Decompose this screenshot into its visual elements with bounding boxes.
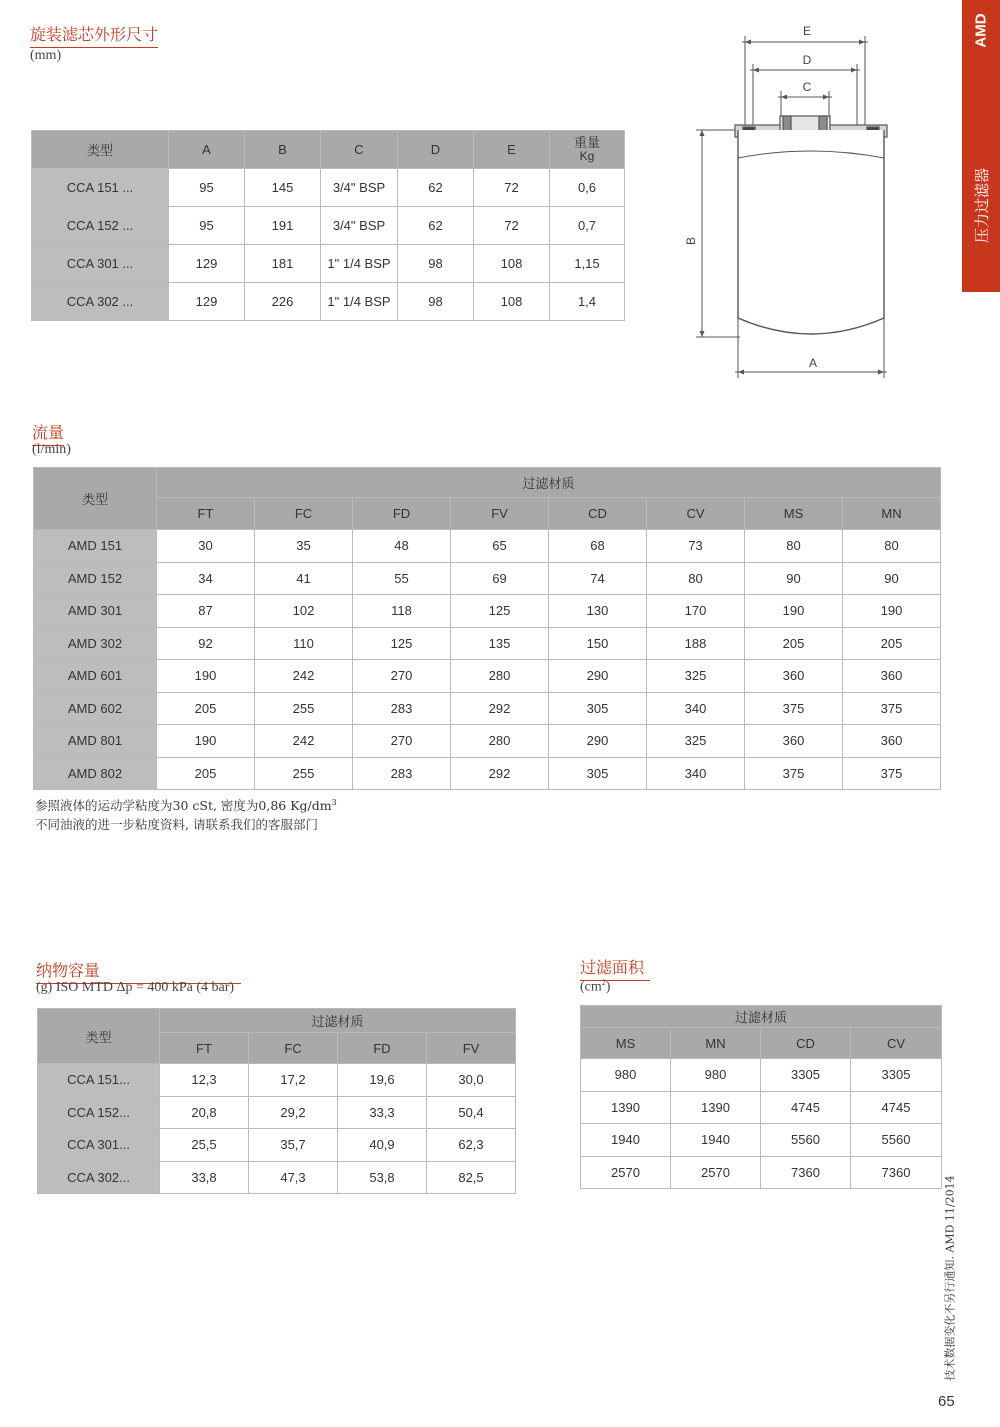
table-cell: 3305 <box>761 1059 851 1092</box>
table-cell: 33,3 <box>338 1096 427 1129</box>
table-cell: 270 <box>353 660 451 693</box>
table-cell: 305 <box>549 692 647 725</box>
table-cell: 125 <box>353 627 451 660</box>
table-cell: 92 <box>157 627 255 660</box>
flow-header-material: 过滤材质 <box>157 468 941 498</box>
table-cell: 53,8 <box>338 1161 427 1194</box>
table-cell: 47,3 <box>249 1161 338 1194</box>
column-header: FV <box>427 1033 516 1064</box>
table-cell: 30,0 <box>427 1064 516 1097</box>
dimensions-unit: (mm) <box>30 48 62 63</box>
table-cell: 5560 <box>851 1124 942 1157</box>
column-header: FC <box>249 1033 338 1064</box>
table-cell: 25,5 <box>160 1129 249 1162</box>
table-cell: 290 <box>549 660 647 693</box>
table-cell: 145 <box>245 169 321 207</box>
row-label: AMD 601 <box>34 660 157 693</box>
row-label: AMD 602 <box>34 692 157 725</box>
column-header: FT <box>157 498 255 530</box>
row-label: CCA 152... <box>38 1096 160 1129</box>
flow-note <box>35 793 337 834</box>
table-cell: 20,8 <box>160 1096 249 1129</box>
table-cell: 0,6 <box>550 169 625 207</box>
table-cell: 62,3 <box>427 1129 516 1162</box>
table-cell: 72 <box>474 169 550 207</box>
column-header: MN <box>843 498 941 530</box>
row-label: AMD 802 <box>34 757 157 790</box>
table-cell: 1940 <box>581 1124 671 1157</box>
table-cell: 17,2 <box>249 1064 338 1097</box>
table-row <box>38 1064 516 1097</box>
table-row <box>581 1124 942 1157</box>
table-cell: 98 <box>398 283 474 321</box>
table-row <box>32 169 625 207</box>
area-group-header-row <box>581 1006 942 1028</box>
table-row <box>34 530 941 563</box>
table-cell: 191 <box>245 207 321 245</box>
row-label: CCA 302 ... <box>32 283 169 321</box>
table-cell: 255 <box>255 757 353 790</box>
dimensions-header-b: B <box>245 131 321 169</box>
row-label: CCA 301... <box>38 1129 160 1162</box>
column-header: MN <box>671 1028 761 1059</box>
table-cell: 130 <box>549 595 647 628</box>
table-cell: 68 <box>549 530 647 563</box>
table-cell: 129 <box>169 245 245 283</box>
flow-group-header-row <box>34 468 941 498</box>
table-row <box>34 562 941 595</box>
table-cell: 95 <box>169 169 245 207</box>
dimensions-header-a: A <box>169 131 245 169</box>
page-number: 65 <box>938 1393 955 1410</box>
table-cell: 1390 <box>581 1091 671 1124</box>
capacity-table-body <box>38 1064 516 1194</box>
table-cell: 360 <box>745 725 843 758</box>
table-cell: 65 <box>451 530 549 563</box>
table-cell: 0,7 <box>550 207 625 245</box>
capacity-unit: (g) ISO MTD Δp = 400 kPa (4 bar) <box>36 980 235 995</box>
area-header-row <box>581 1028 942 1059</box>
table-cell: 205 <box>157 692 255 725</box>
table-cell: 90 <box>745 562 843 595</box>
table-cell: 226 <box>245 283 321 321</box>
table-row <box>581 1091 942 1124</box>
table-cell: 290 <box>549 725 647 758</box>
column-header: FD <box>338 1033 427 1064</box>
svg-text:B: B <box>684 236 698 246</box>
area-unit: $(cm^2)$ <box>580 978 611 995</box>
table-cell: 1,15 <box>550 245 625 283</box>
table-cell: 242 <box>255 725 353 758</box>
row-label: CCA 151 ... <box>32 169 169 207</box>
table-cell: 360 <box>843 725 941 758</box>
area-title: 过滤面积 <box>580 955 650 981</box>
dimensions-header-type: 类型 <box>32 131 169 169</box>
table-cell: 1" 1/4 BSP <box>321 283 398 321</box>
table-cell: 283 <box>353 692 451 725</box>
table-cell: 325 <box>647 725 745 758</box>
table-cell: 190 <box>745 595 843 628</box>
column-header: FC <box>255 498 353 530</box>
table-row <box>32 283 625 321</box>
table-cell: 135 <box>451 627 549 660</box>
flow-note-line-2: 不同油液的进一步粘度资料, 请联系我们的客服部门 <box>35 817 318 833</box>
table-cell: 325 <box>647 660 745 693</box>
svg-text:E: E <box>802 24 812 38</box>
table-row <box>32 245 625 283</box>
column-header: MS <box>581 1028 671 1059</box>
table-cell: 35 <box>255 530 353 563</box>
column-header: FV <box>451 498 549 530</box>
table-cell: 98 <box>398 245 474 283</box>
table-row <box>32 207 625 245</box>
capacity-group-header-row <box>38 1009 516 1033</box>
table-cell: 40,9 <box>338 1129 427 1162</box>
flow-header-type: 类型 <box>34 468 157 530</box>
table-cell: 50,4 <box>427 1096 516 1129</box>
flow-unit: (l/min) <box>32 442 71 457</box>
row-label: AMD 302 <box>34 627 157 660</box>
table-cell: 5560 <box>761 1124 851 1157</box>
table-cell: 29,2 <box>249 1096 338 1129</box>
table-cell: 1940 <box>671 1124 761 1157</box>
table-cell: 73 <box>647 530 745 563</box>
table-cell: 270 <box>353 725 451 758</box>
side-tab-brand: AMD <box>972 12 990 48</box>
table-cell: 129 <box>169 283 245 321</box>
column-header: CV <box>851 1028 942 1059</box>
table-cell: 2570 <box>671 1156 761 1189</box>
capacity-header-material: 过滤材质 <box>160 1009 516 1033</box>
table-cell: 41 <box>255 562 353 595</box>
table-cell: 190 <box>157 725 255 758</box>
dimensions-title: 旋装滤芯外形尺寸 <box>30 22 158 48</box>
table-row <box>38 1129 516 1162</box>
table-cell: 30 <box>157 530 255 563</box>
table-cell: 340 <box>647 692 745 725</box>
table-cell: 205 <box>843 627 941 660</box>
table-cell: 87 <box>157 595 255 628</box>
table-cell: 125 <box>451 595 549 628</box>
table-cell: 3305 <box>851 1059 942 1092</box>
row-label: AMD 801 <box>34 725 157 758</box>
table-cell: 62 <box>398 207 474 245</box>
capacity-table <box>37 1008 516 1194</box>
table-cell: 7360 <box>761 1156 851 1189</box>
svg-text:C: C <box>802 80 812 94</box>
table-cell: 1" 1/4 BSP <box>321 245 398 283</box>
table-row <box>34 757 941 790</box>
table-cell: 90 <box>843 562 941 595</box>
table-cell: 72 <box>474 207 550 245</box>
row-label: AMD 152 <box>34 562 157 595</box>
flow-header-row <box>34 498 941 530</box>
table-cell: 19,6 <box>338 1064 427 1097</box>
table-cell: 340 <box>647 757 745 790</box>
table-cell: 205 <box>745 627 843 660</box>
table-cell: 7360 <box>851 1156 942 1189</box>
table-row <box>34 725 941 758</box>
table-row <box>581 1156 942 1189</box>
table-cell: 1390 <box>671 1091 761 1124</box>
table-cell: 292 <box>451 757 549 790</box>
table-cell: 375 <box>843 692 941 725</box>
column-header: CD <box>549 498 647 530</box>
side-tab <box>962 0 1000 292</box>
flow-note-line-1: 参照液体的运动学粘度为30 cSt, 密度为0,86 $Kg/dm^3$ <box>35 798 337 814</box>
table-cell: 1,4 <box>550 283 625 321</box>
table-cell: 74 <box>549 562 647 595</box>
dimensions-header-row <box>32 131 625 169</box>
capacity-header-type: 类型 <box>38 1009 160 1064</box>
table-cell: 360 <box>745 660 843 693</box>
dimensions-header-d: D <box>398 131 474 169</box>
table-cell: 4745 <box>761 1091 851 1124</box>
table-cell: 170 <box>647 595 745 628</box>
row-label: CCA 152 ... <box>32 207 169 245</box>
table-row <box>38 1096 516 1129</box>
footer-note: 技术数据变化不另行通知. AMD 11/2014 <box>944 1174 957 1381</box>
table-cell: 188 <box>647 627 745 660</box>
capacity-title: 纳物容量 <box>36 958 241 984</box>
table-cell: 190 <box>843 595 941 628</box>
row-label: CCA 151... <box>38 1064 160 1097</box>
area-table <box>580 1005 942 1189</box>
table-cell: 181 <box>245 245 321 283</box>
table-cell: 48 <box>353 530 451 563</box>
table-row <box>34 595 941 628</box>
table-cell: 980 <box>581 1059 671 1092</box>
area-table-body <box>581 1059 942 1189</box>
table-cell: 375 <box>745 757 843 790</box>
row-label: CCA 301 ... <box>32 245 169 283</box>
table-cell: 102 <box>255 595 353 628</box>
table-cell: 242 <box>255 660 353 693</box>
svg-text:D: D <box>802 53 812 67</box>
table-cell: 305 <box>549 757 647 790</box>
table-cell: 55 <box>353 562 451 595</box>
column-header: CV <box>647 498 745 530</box>
table-cell: 108 <box>474 245 550 283</box>
table-cell: 3/4" BSP <box>321 207 398 245</box>
table-cell: 205 <box>157 757 255 790</box>
table-cell: 12,3 <box>160 1064 249 1097</box>
flow-table <box>33 467 941 790</box>
column-header: FD <box>353 498 451 530</box>
table-cell: 80 <box>843 530 941 563</box>
dimensions-table <box>31 130 625 321</box>
row-label: AMD 301 <box>34 595 157 628</box>
table-cell: 4745 <box>851 1091 942 1124</box>
table-cell: 110 <box>255 627 353 660</box>
table-cell: 375 <box>745 692 843 725</box>
table-cell: 375 <box>843 757 941 790</box>
table-cell: 33,8 <box>160 1161 249 1194</box>
column-header: MS <box>745 498 843 530</box>
table-row <box>38 1161 516 1194</box>
flow-table-body <box>34 530 941 790</box>
table-cell: 118 <box>353 595 451 628</box>
table-cell: 82,5 <box>427 1161 516 1194</box>
table-cell: 95 <box>169 207 245 245</box>
flow-title: 流量 <box>32 420 64 446</box>
table-cell: 292 <box>451 692 549 725</box>
table-cell: 3/4" BSP <box>321 169 398 207</box>
side-tab-category: 压力过滤器 <box>972 167 991 243</box>
table-cell: 190 <box>157 660 255 693</box>
dimensions-header-weight: 重量 Kg <box>550 131 625 169</box>
area-header-material: 过滤材质 <box>581 1006 942 1028</box>
table-cell: 150 <box>549 627 647 660</box>
table-cell: 34 <box>157 562 255 595</box>
table-cell: 360 <box>843 660 941 693</box>
table-row <box>34 660 941 693</box>
dimensions-header-e: E <box>474 131 550 169</box>
table-cell: 2570 <box>581 1156 671 1189</box>
dimensions-header-c: C <box>321 131 398 169</box>
table-row <box>34 627 941 660</box>
table-row <box>581 1059 942 1092</box>
table-cell: 283 <box>353 757 451 790</box>
column-header: CD <box>761 1028 851 1059</box>
table-cell: 280 <box>451 725 549 758</box>
table-cell: 35,7 <box>249 1129 338 1162</box>
table-cell: 255 <box>255 692 353 725</box>
table-cell: 80 <box>745 530 843 563</box>
table-cell: 69 <box>451 562 549 595</box>
column-header: FT <box>160 1033 249 1064</box>
table-cell: 108 <box>474 283 550 321</box>
table-cell: 280 <box>451 660 549 693</box>
row-label: AMD 151 <box>34 530 157 563</box>
table-cell: 80 <box>647 562 745 595</box>
filter-cartridge-drawing <box>680 20 900 380</box>
table-row <box>34 692 941 725</box>
table-cell: 980 <box>671 1059 761 1092</box>
table-cell: 62 <box>398 169 474 207</box>
row-label: CCA 302... <box>38 1161 160 1194</box>
svg-text:A: A <box>808 356 818 370</box>
